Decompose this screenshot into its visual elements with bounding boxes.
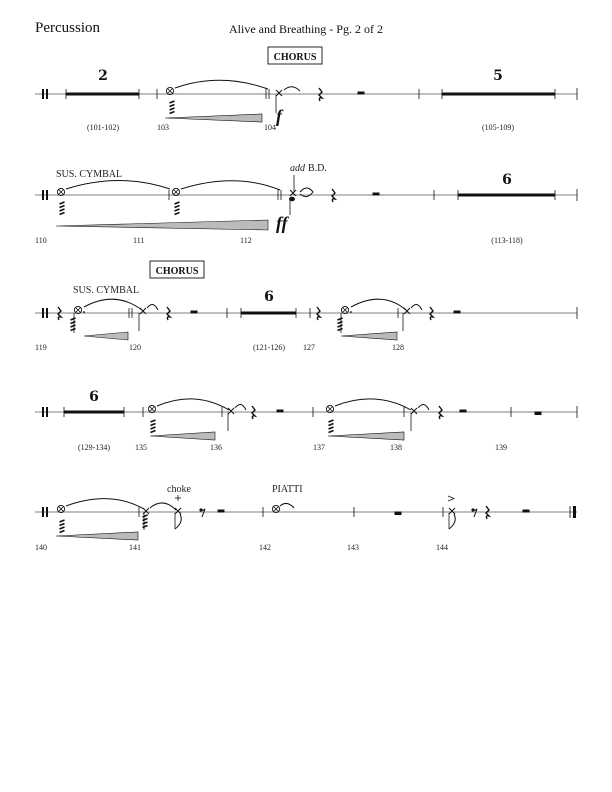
measure-number: 119	[35, 343, 47, 352]
multirest-count: 2	[98, 68, 108, 84]
measure-number: 136	[210, 443, 222, 452]
add-label: B.D.	[308, 163, 327, 174]
measure-number: 140	[35, 543, 47, 552]
measure-number: 110	[35, 236, 47, 245]
measure-number: 111	[133, 236, 145, 245]
multirest-count: 6	[264, 289, 274, 305]
measure-number: 143	[347, 543, 359, 552]
system-5	[35, 484, 577, 552]
part-name: Percussion	[35, 20, 100, 36]
dynamic-marking: f	[276, 106, 282, 126]
system-1	[35, 47, 577, 132]
measure-number: 138	[390, 443, 402, 452]
measure-number: 112	[240, 236, 252, 245]
dynamic-marking: ff	[276, 213, 288, 233]
system-4	[35, 389, 577, 452]
measure-number: 103	[157, 123, 169, 132]
instrument-label: SUS. CYMBAL	[56, 169, 123, 180]
multirest-range: (113-118)	[491, 236, 523, 245]
multirest-count: 6	[502, 172, 512, 188]
instrument-label: SUS. CYMBAL	[73, 285, 140, 296]
multirest-count: 5	[493, 68, 503, 84]
measure-number: 139	[495, 443, 507, 452]
multirest-range: (121-126)	[253, 343, 285, 352]
system-2	[35, 163, 577, 245]
multirest-range: (101-102)	[87, 123, 119, 132]
measure-number: 135	[135, 443, 147, 452]
measure-number: 137	[313, 443, 325, 452]
measure-number: 120	[129, 343, 141, 352]
measure-number: 127	[303, 343, 315, 352]
measure-number: 104	[264, 123, 276, 132]
page-title: Alive and Breathing - Pg. 2 of 2	[229, 22, 383, 36]
multirest-range: (105-109)	[482, 123, 514, 132]
rehearsal-mark: CHORUS	[273, 52, 317, 63]
measure-number: 142	[259, 543, 271, 552]
choke-label: choke	[167, 484, 191, 495]
instrument-label: PIATTI	[272, 484, 303, 495]
measure-number: 141	[129, 543, 141, 552]
system-3	[35, 261, 577, 352]
multirest-count: 6	[89, 389, 99, 405]
measure-number: 144	[436, 543, 448, 552]
measure-number: 128	[392, 343, 404, 352]
add-label-italic: add	[290, 163, 305, 174]
multirest-range: (129-134)	[78, 443, 110, 452]
rehearsal-mark: CHORUS	[155, 266, 199, 277]
